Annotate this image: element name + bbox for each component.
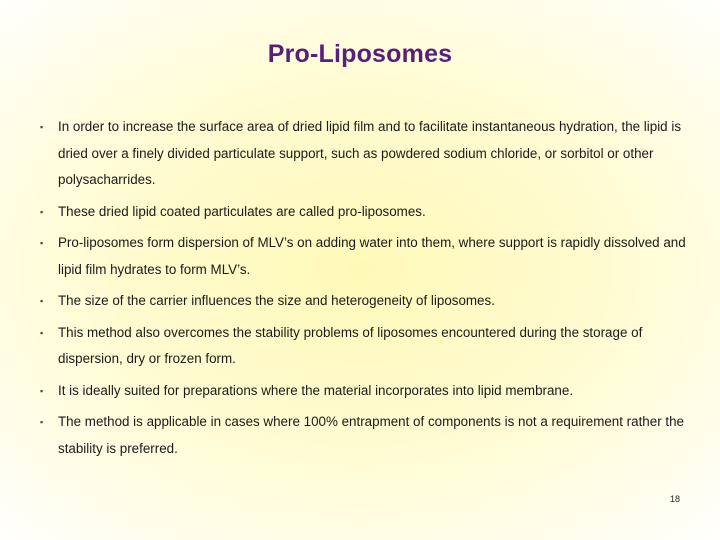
bullet-text: This method also overcomes the stability problems of liposomes encountered during the storage of dispersion, dry or frozen form.	[58, 324, 643, 366]
bullet-item	[40, 199, 690, 226]
bullet-text: These dried lipid coated particulates are called pro-liposomes.	[58, 203, 426, 219]
bullet-text: It is ideally suited for preparations where the material incorporates into lipid membrane.	[58, 382, 574, 398]
bullet-marker-icon: ▪	[40, 122, 44, 132]
bullet-text: The size of the carrier influences the size and heterogeneity of liposomes.	[58, 293, 495, 308]
bullet-text: Pro-liposomes form dispersion of MLV’s on adding water into them, where support is rapidly dissolved and lipid film hydrates to form MLV’s.	[58, 235, 686, 277]
bullet-item	[40, 320, 690, 373]
bullet-item	[40, 378, 690, 405]
bullet-text: In order to increase the surface area of dried lipid film and to facilitate instantaneous hydration, the lipid is dried over a finely divided particulate support, such as powdered sodium chloride, or sorbitol or other polysacharrides.	[58, 119, 682, 187]
bullet-item	[40, 114, 690, 194]
bullet-marker-icon: ▪	[40, 238, 44, 248]
bullet-text: The method is applicable in cases where 100% entrapment of components is not a requirement rather the stability is preferred.	[58, 414, 684, 456]
bullet-item	[40, 230, 690, 283]
slide-title: Pro-Liposomes	[267, 40, 453, 68]
bullet-item	[40, 409, 690, 462]
page-number: 18	[669, 494, 680, 504]
bullet-marker-icon: ▪	[40, 206, 44, 217]
bullet-list	[40, 114, 690, 467]
bullet-marker-icon: ▪	[40, 417, 44, 427]
bullet-marker-icon: ▪	[40, 385, 44, 396]
bullet-marker-icon: ▪	[40, 327, 44, 338]
bullet-item	[40, 288, 690, 315]
bullet-marker-icon: ▪	[40, 296, 44, 306]
